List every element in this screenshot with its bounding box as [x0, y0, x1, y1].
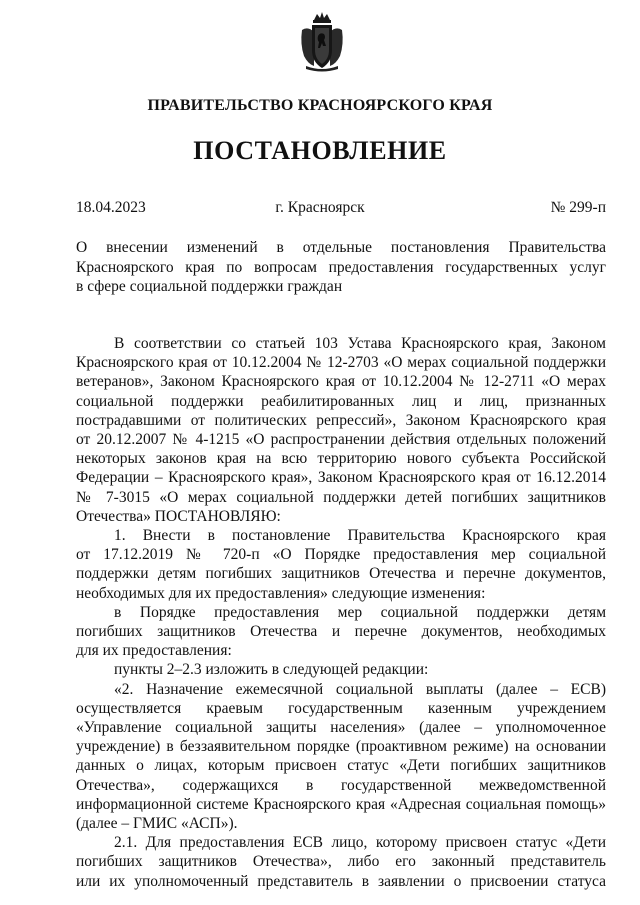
subject-line: в сфере социальной поддержки граждан	[76, 278, 343, 295]
body-line: учреждение) в беззаявительном порядке (проактивном режиме) на основании	[76, 738, 606, 756]
subject-line: Красноярского края по вопросам предоставления государственных услуг	[76, 258, 606, 276]
body-line: «2. Назначение ежемесячной социальной выплаты (далее – ЕСВ)	[114, 680, 606, 698]
body-line: пункты 2–2.3 изложить в следующей редакции:	[114, 661, 429, 679]
body-line: погибших защитников Отечества», либо его законный представитель	[76, 853, 606, 871]
document-date: 18.04.2023	[76, 199, 146, 216]
body-line: Отечества» ПОСТАНОВЛЯЮ:	[76, 507, 281, 525]
document-type-title: ПОСТАНОВЛЕНИЕ	[193, 136, 447, 165]
body-line: 2.1. Для предоставления ЕСВ лицо, которому присвоен статус «Дети	[114, 834, 606, 852]
body-line: в Порядке предоставления мер социальной поддержки детям	[114, 603, 606, 621]
body-line: социальной поддержки реабилитированных лиц и лиц, признанных	[76, 392, 606, 410]
body-line: необходимых для их предоставления» следующие изменения:	[76, 584, 486, 602]
body-line: данных о лицах, которым присвоен статус «Дети погибших защитников	[76, 757, 606, 775]
body-line: (далее – ГМИС «АСП»).	[76, 815, 238, 833]
body-line: № 7-3015 «О мерах социальной поддержки детей погибших защитников	[76, 488, 606, 506]
document-number: № 299-п	[550, 199, 606, 216]
document-subject	[76, 238, 606, 297]
body-line: ветеранов», Законом Красноярского края от 10.12.2004 № 12-2711 «О мерах	[76, 373, 606, 391]
body-line: поддержки детям погибших защитников Отечества и перечне документов,	[76, 565, 606, 583]
body-line: от 20.12.2007 № 4-1215 «О распространении действия отдельных положений	[76, 431, 606, 449]
body-line: или их уполномоченный представитель в заявлении о присвоении статуса	[76, 872, 606, 890]
document-body	[76, 334, 606, 891]
body-line: от 17.12.2019 № 720-п «О Порядке предоставления мер социальной	[76, 546, 606, 564]
coat-of-arms-emblem	[298, 10, 346, 72]
body-line: погибших защитников Отечества и перечне документов, необходимых	[76, 623, 606, 641]
body-line: 1. Внести в постановление Правительства Красноярского края	[114, 527, 606, 545]
body-line: некоторых законов края на всю территорию нового субъекта Российской	[76, 450, 606, 468]
subject-line: О внесении изменений в отдельные постановления Правительства	[76, 239, 606, 256]
body-line: пострадавшими от политических репрессий», Законом Красноярского края	[76, 411, 606, 429]
body-line: Красноярского края от 10.12.2004 № 12-2703 «О мерах социальной поддержки	[76, 354, 606, 372]
body-line: Отечества», содержащихся в государственной межведомственной	[76, 776, 606, 794]
body-line: В соответствии со статьей 103 Устава Красноярского края, Законом	[114, 335, 606, 352]
body-line: информационной системе Красноярского края «Адресная социальная помощь»	[76, 795, 606, 813]
government-name: ПРАВИТЕЛЬСТВО КРАСНОЯРСКОГО КРАЯ	[147, 97, 493, 114]
body-line: для их предоставления:	[76, 642, 232, 660]
body-line: Федерации – Красноярского края», Законом Красноярского края от 16.12.2014	[76, 469, 606, 487]
body-line: «Управление социальной защиты населения» (далее – уполномоченное	[76, 719, 606, 737]
document-city: г. Красноярск	[275, 199, 365, 216]
body-line: осуществляется краевым государственным казенным учреждением	[76, 699, 606, 717]
